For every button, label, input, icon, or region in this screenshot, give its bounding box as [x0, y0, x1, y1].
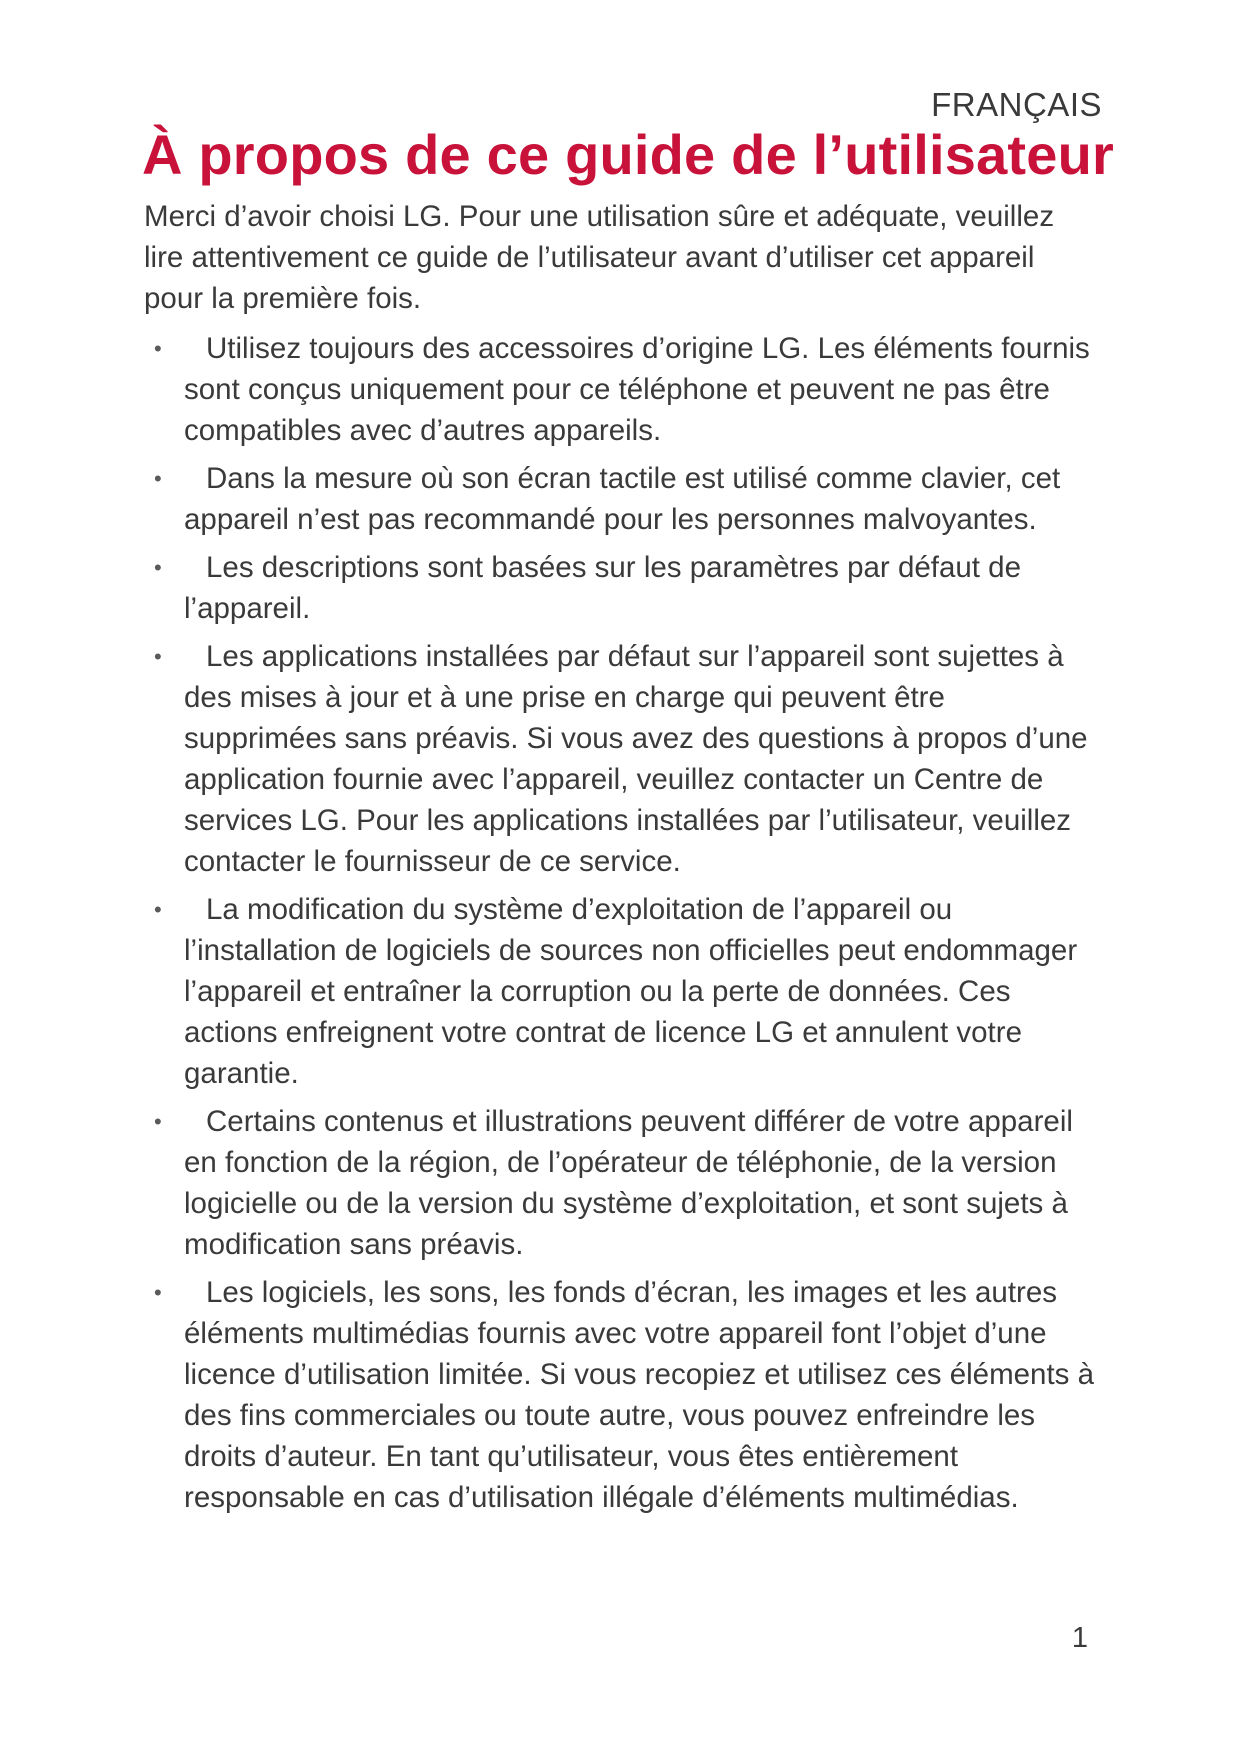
list-item: [144, 458, 1102, 540]
bullet-icon: •: [154, 466, 162, 491]
list-item-text: Les descriptions sont basées sur les paramètres par défaut de l’appareil.: [184, 551, 1021, 625]
list-item-text: Certains contenus et illustrations peuvent différer de votre appareil en fonction de la région, de l’opérateur de téléphonie, de la version logicielle ou de la version du système d’exploitation, et sont sujets à modification sans préavis.: [184, 1105, 1073, 1261]
bullet-icon: •: [154, 897, 162, 922]
list-item-text: Utilisez toujours des accessoires d’origine LG. Les éléments fournis sont conçus uniquement pour ce téléphone et peuvent ne pas être compatibles avec d’autres appareils.: [184, 332, 1090, 447]
list-item-text: Dans la mesure où son écran tactile est utilisé comme clavier, cet appareil n’est pas recommandé pour les personnes malvoyantes.: [184, 462, 1061, 536]
bullet-list: [144, 328, 1102, 1525]
list-item-text: Les logiciels, les sons, les fonds d’écran, les images et les autres éléments multimédias fournis avec votre appareil font l’objet d’une licence d’utilisation limitée. Si vous recopiez et utilisez ces éléments à des fins commerciales ou toute autre, vous pouvez enfreindre les droits d’auteur. En tant qu’utilisateur, vous êtes entièrement responsable en cas d’utilisation illégale d’éléments multimédias.: [184, 1276, 1095, 1514]
list-item: [144, 1101, 1102, 1265]
list-item-text: La modification du système d’exploitation de l’appareil ou l’installation de logiciels de sources non officielles peut endommager l’appareil et entraîner la corruption ou la perte de données. Ces actions enfreignent votre contrat de licence LG et annulent votre garantie.: [184, 893, 1078, 1090]
list-item: [144, 547, 1102, 629]
list-item: [144, 636, 1102, 882]
list-item: [144, 1272, 1102, 1518]
intro-paragraph: Merci d’avoir choisi LG. Pour une utilisation sûre et adéquate, veuillez lire attentivement ce guide de l’utilisateur avant d’utiliser cet appareil pour la première fois.: [144, 200, 1055, 315]
bullet-icon: •: [154, 336, 162, 361]
page-number: 1: [1071, 1622, 1088, 1654]
list-item: [144, 889, 1102, 1094]
bullet-icon: •: [154, 555, 162, 580]
bullet-icon: •: [154, 1280, 162, 1305]
bullet-icon: •: [154, 644, 162, 669]
bullet-icon: •: [154, 1109, 162, 1134]
list-item-text: Les applications installées par défaut sur l’appareil sont sujettes à des mises à jour et à une prise en charge qui peuvent être supprimées sans préavis. Si vous avez des questions à propos d’une application fournie avec l’appareil, veuillez contacter un Centre de services LG. Pour les applications installées par l’utilisateur, veuillez contacter le fournisseur de ce service.: [184, 640, 1088, 878]
language-label: FRANÇAIS: [931, 86, 1102, 123]
page-title: À propos de ce guide de l’utilisateur: [142, 123, 1115, 186]
list-item: [144, 328, 1102, 451]
